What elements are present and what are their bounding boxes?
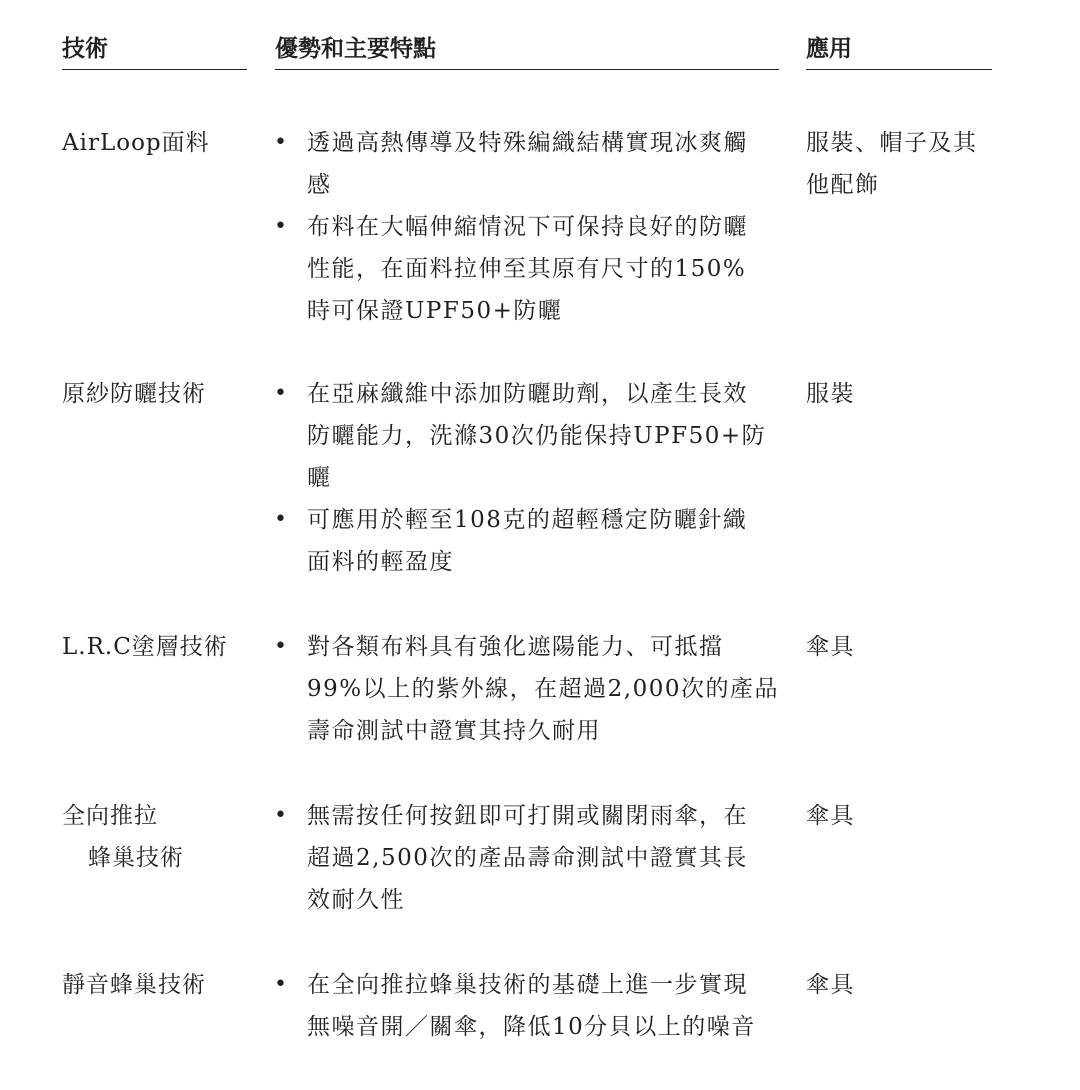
application-line: 傘具 (806, 634, 855, 660)
advantages-cell (270, 626, 800, 752)
bullet-line: 曬 (307, 465, 332, 491)
application-cell (806, 626, 1006, 668)
bullet-line: 對各類布料具有強化遮陽能力、可抵擋 (307, 634, 724, 660)
bullet-line: 感 (307, 172, 332, 198)
application-line: 服裝 (806, 381, 855, 407)
bullet-line: 超過2,500次的產品壽命測試中證實其長 (307, 845, 748, 871)
bullet-item (270, 795, 800, 921)
advantages-cell (270, 122, 800, 332)
header-technology: 技術 (62, 32, 247, 70)
application-cell (806, 122, 1006, 206)
bullet-item (270, 499, 800, 583)
application-cell (806, 373, 1006, 415)
advantages-cell (270, 964, 800, 1048)
application-line: 傘具 (806, 803, 855, 829)
bullet-dot-icon: • (274, 214, 289, 239)
technology-cell (62, 964, 252, 1006)
bullet-dot-icon: • (274, 507, 289, 532)
header-application: 應用 (806, 32, 992, 70)
bullet-line: 在全向推拉蜂巢技術的基礎上進一步實現 (307, 972, 748, 998)
bullet-dot-icon: • (274, 634, 289, 659)
technology-cell (62, 795, 252, 879)
technology-name: 原紗防曬技術 (62, 381, 206, 407)
bullet-line: 性能，在面料拉伸至其原有尺寸的150% (307, 256, 747, 282)
bullet-dot-icon: • (274, 972, 289, 997)
bullet-line: 99%以上的紫外線，在超過2,000次的產品 (307, 676, 779, 702)
bullet-line: 在亞麻纖維中添加防曬助劑，以產生長效 (307, 381, 748, 407)
bullet-line: 效耐久性 (307, 887, 405, 913)
bullet-line: 壽命測試中證實其持久耐用 (307, 718, 601, 744)
bullet-line: 可應用於輕至108克的超輕穩定防曬針織 (307, 507, 748, 533)
application-cell (806, 795, 1006, 837)
advantages-cell (270, 795, 800, 921)
bullet-item (270, 964, 800, 1048)
bullet-line: 時可保證UPF50+防曬 (307, 298, 563, 324)
technology-cell (62, 373, 252, 415)
technology-cell (62, 626, 252, 668)
bullet-item (270, 626, 800, 752)
bullet-line: 面料的輕盈度 (307, 549, 454, 575)
technology-name: 蜂巢技術 (88, 845, 184, 871)
bullet-item (270, 206, 800, 332)
bullet-line: 透過高熱傳導及特殊編織結構實現冰爽觸 (307, 130, 748, 156)
header-advantages: 優勢和主要特點 (275, 32, 779, 70)
bullet-dot-icon: • (274, 381, 289, 406)
bullet-line: 防曬能力，洗滌30次仍能保持UPF50+防 (307, 423, 767, 449)
bullet-dot-icon: • (274, 803, 289, 828)
application-line: 服裝、帽子及其 (806, 130, 978, 156)
bullet-line: 無噪音開／關傘，降低10分貝以上的噪音 (307, 1014, 756, 1040)
bullet-item (270, 122, 800, 206)
bullet-dot-icon: • (274, 130, 289, 155)
technology-cell (62, 122, 252, 164)
technology-name: L.R.C塗層技術 (62, 634, 228, 660)
application-cell (806, 964, 1006, 1006)
application-line: 他配飾 (806, 172, 880, 198)
advantages-cell (270, 373, 800, 583)
bullet-item (270, 373, 800, 499)
technology-name: 靜音蜂巢技術 (62, 972, 206, 998)
application-line: 傘具 (806, 972, 855, 998)
technology-name: AirLoop面料 (62, 130, 210, 156)
bullet-line: 無需按任何按鈕即可打開或關閉雨傘，在 (307, 803, 748, 829)
technology-name: 全向推拉 (62, 803, 158, 829)
bullet-line: 布料在大幅伸縮情況下可保持良好的防曬 (307, 214, 748, 240)
